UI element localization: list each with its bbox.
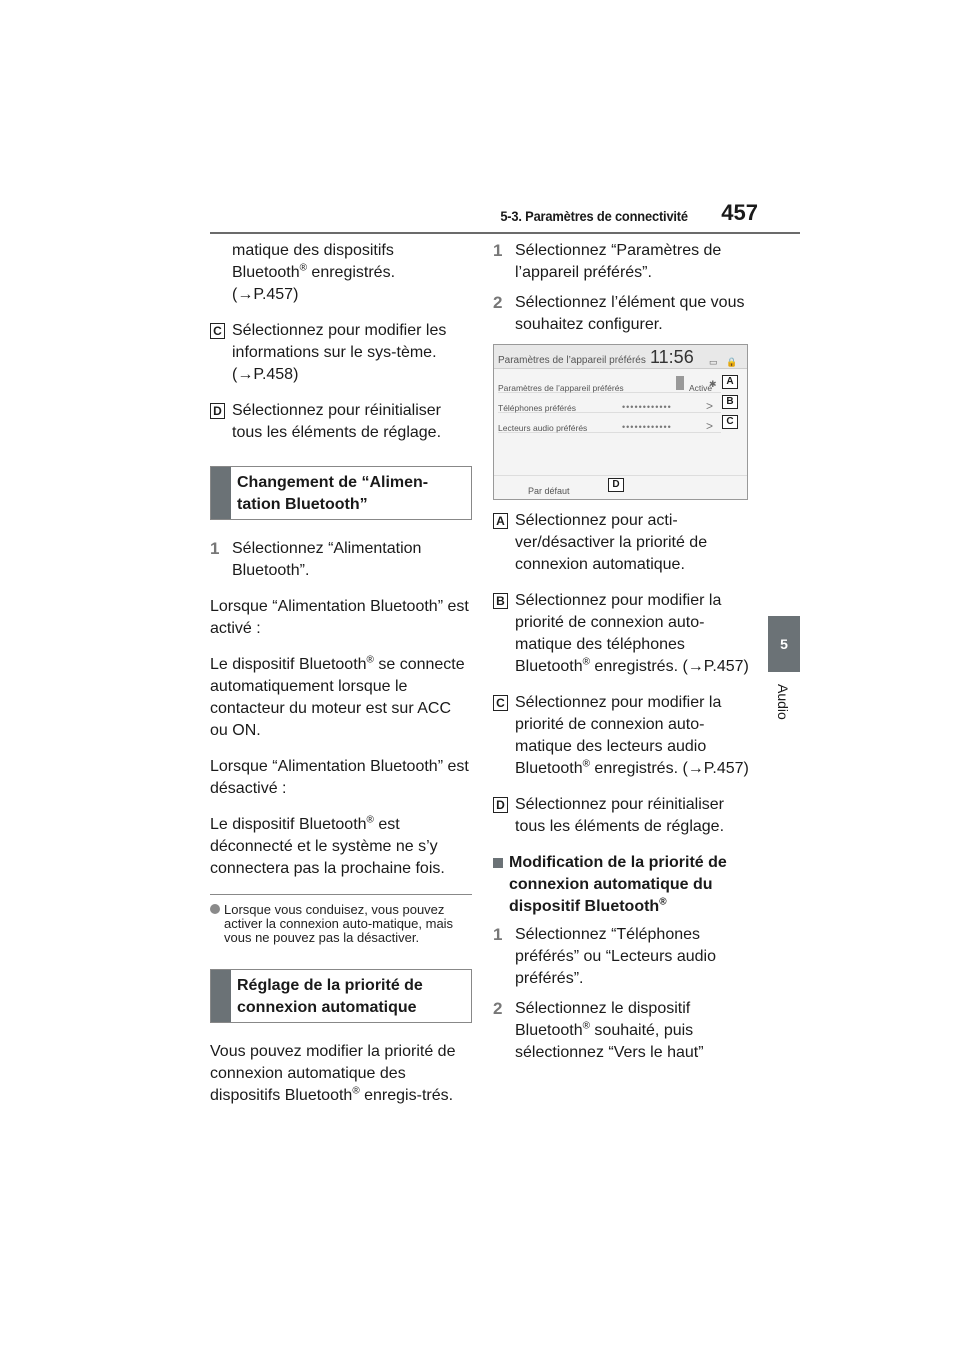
row-value: Activé bbox=[689, 383, 713, 393]
step-text: Sélectionnez “Alimentation Bluetooth”. bbox=[232, 540, 422, 579]
subheading-priority bbox=[493, 852, 755, 918]
p5b: enregis-trés. bbox=[359, 1087, 454, 1104]
item-c bbox=[210, 320, 472, 386]
step-text: Sélectionnez l’élément que vous souhaitez configurer. bbox=[515, 294, 745, 333]
callout-d: D bbox=[608, 478, 624, 492]
screen-row-phones[interactable] bbox=[498, 393, 721, 413]
item-c-text: Sélectionnez pour modifier les informations sur le sys-tème. (→P.458) bbox=[232, 322, 447, 383]
square-bullet-icon bbox=[493, 858, 503, 868]
label-c-key: C bbox=[210, 323, 225, 339]
note-divider bbox=[210, 894, 472, 895]
chapter-label bbox=[775, 684, 791, 728]
heading-bar bbox=[211, 467, 231, 519]
label-d-key: D bbox=[493, 797, 508, 813]
page-header bbox=[210, 200, 800, 236]
paragraph-off-desc bbox=[210, 814, 472, 880]
heading-bar bbox=[211, 970, 231, 1022]
subheading-text: Modification de la priorité de connexion automatique du dispositif Bluetooth bbox=[509, 854, 727, 915]
item-d-text: Sélectionnez pour réinitialiser tous les éléments de réglage. bbox=[232, 402, 442, 441]
step-text-a: Sélectionnez le dispositif Bluetooth bbox=[515, 1000, 691, 1039]
bullet-icon bbox=[210, 904, 220, 914]
chevron-right-icon: > bbox=[705, 419, 713, 433]
item-a-text: Sélectionnez pour acti-ver/désactiver la priorité de connexion automatique. bbox=[515, 512, 708, 573]
step-text: Sélectionnez “Téléphones préférés” ou “Lecteurs audio préférés”. bbox=[515, 926, 716, 987]
item-c-text-b: enregistrés. (→P.457) bbox=[589, 760, 749, 777]
callout-b: B bbox=[722, 395, 738, 409]
label-a-key: A bbox=[493, 513, 508, 529]
step-1-power bbox=[210, 538, 472, 582]
heading-box-power bbox=[210, 466, 472, 520]
screen-row-preferred-settings[interactable] bbox=[498, 373, 721, 393]
step-number: 1 bbox=[493, 925, 503, 944]
item-b bbox=[493, 590, 755, 678]
step-2-settings bbox=[493, 292, 755, 336]
note bbox=[210, 903, 472, 945]
paragraph-priority bbox=[210, 1041, 472, 1107]
row-label: Paramètres de l’appareil préférés bbox=[498, 383, 624, 393]
screen-row-audio-players[interactable] bbox=[498, 413, 721, 433]
chapter-tab: 5 bbox=[768, 616, 800, 672]
cont-bt: Bluetooth bbox=[232, 264, 300, 281]
page-number: 457 bbox=[721, 200, 758, 225]
step-number: 2 bbox=[493, 999, 503, 1018]
heading-power-text: Changement de “Alimen-tation Bluetooth” bbox=[237, 474, 429, 513]
callout-c: C bbox=[722, 415, 738, 429]
p2a: Le dispositif Bluetooth bbox=[210, 656, 367, 673]
left-column bbox=[210, 240, 472, 1121]
row-value: •••••••••••• bbox=[622, 422, 672, 432]
callout-a: A bbox=[722, 375, 738, 389]
reg-mark: ® bbox=[582, 758, 590, 770]
p2b: se connecte automatiquement lorsque le contacteur du moteur est sur ACC ou ON. bbox=[210, 656, 465, 739]
step-1-select bbox=[493, 924, 755, 990]
row-value: •••••••••••• bbox=[622, 402, 672, 412]
status-icons: ▭ 🔒 ✱ bbox=[709, 357, 741, 389]
p4a: Le dispositif Bluetooth bbox=[210, 816, 367, 833]
item-b-text-a: Sélectionnez pour modifier la priorité de connexion auto-matique des téléphones Bluetooth bbox=[515, 592, 722, 675]
reg-mark: ® bbox=[366, 814, 374, 826]
item-d-text: Sélectionnez pour réinitialiser tous les éléments de réglage. bbox=[515, 796, 725, 835]
heading-priority-text: Réglage de la priorité de connexion automatique bbox=[237, 977, 423, 1016]
screen-clock: 11:56 bbox=[650, 347, 694, 367]
paragraph-on: Lorsque “Alimentation Bluetooth” est activé : bbox=[210, 598, 469, 637]
paragraph-on-desc bbox=[210, 654, 472, 742]
heading-box-priority bbox=[210, 969, 472, 1023]
row-label: Téléphones préférés bbox=[498, 403, 576, 413]
row-label: Lecteurs audio préférés bbox=[498, 423, 588, 433]
step-text-b: souhaité, puis sélectionnez “Vers le haut” bbox=[515, 1022, 704, 1061]
item-a bbox=[493, 510, 755, 576]
reg-mark: ® bbox=[366, 654, 374, 666]
header-rule bbox=[210, 232, 800, 234]
step-1-settings bbox=[493, 240, 755, 284]
cont-line-1: matique des dispositifs bbox=[232, 242, 394, 259]
cont-line-2: enregistrés. bbox=[306, 264, 396, 281]
paragraph-off: Lorsque “Alimentation Bluetooth” est désactivé : bbox=[210, 758, 469, 797]
p4b: est déconnecté et le système ne s’y connectera pas la prochaine fois. bbox=[210, 816, 445, 877]
reg-mark: ® bbox=[299, 262, 307, 274]
step-number: 2 bbox=[493, 293, 503, 312]
item-d bbox=[210, 400, 472, 444]
step-number: 1 bbox=[210, 539, 220, 558]
item-b-text-b: enregistrés. (→P.457) bbox=[589, 658, 749, 675]
label-c-key: C bbox=[493, 695, 508, 711]
label-d-key: D bbox=[210, 403, 225, 419]
label-b-key: B bbox=[493, 593, 508, 609]
item-c-text-a: Sélectionnez pour modifier la priorité de connexion auto-matique des lecteurs audio Bluetooth bbox=[515, 694, 722, 777]
chevron-right-icon: > bbox=[705, 399, 713, 413]
reg-mark: ® bbox=[582, 1020, 590, 1032]
right-column bbox=[493, 240, 755, 1064]
note-text: Lorsque vous conduisez, vous pouvez activer la connexion auto-matique, mais vous ne pouvez pas la désactiver. bbox=[224, 902, 454, 945]
cont-ref: (→P.457) bbox=[232, 286, 299, 303]
continued-item bbox=[210, 240, 472, 306]
reg-mark: ® bbox=[659, 896, 667, 908]
step-number: 1 bbox=[493, 241, 503, 260]
item-c-right bbox=[493, 692, 755, 780]
p5a: Vous pouvez modifier la priorité de connexion automatique des dispositifs Bluetooth bbox=[210, 1043, 456, 1104]
toggle-indicator bbox=[676, 376, 684, 390]
screen-title: Paramètres de l’appareil préférés bbox=[498, 355, 646, 366]
reg-mark: ® bbox=[582, 656, 590, 668]
reg-mark: ® bbox=[352, 1085, 360, 1097]
step-2-select bbox=[493, 998, 755, 1064]
section-title: 5-3. Paramètres de connectivité bbox=[500, 208, 688, 224]
screen-illustration bbox=[493, 344, 748, 500]
step-text: Sélectionnez “Paramètres de l’appareil préférés”. bbox=[515, 242, 722, 281]
default-label: Par défaut bbox=[528, 486, 570, 496]
chapter-label-text: Audio bbox=[775, 684, 791, 720]
item-d-right bbox=[493, 794, 755, 838]
